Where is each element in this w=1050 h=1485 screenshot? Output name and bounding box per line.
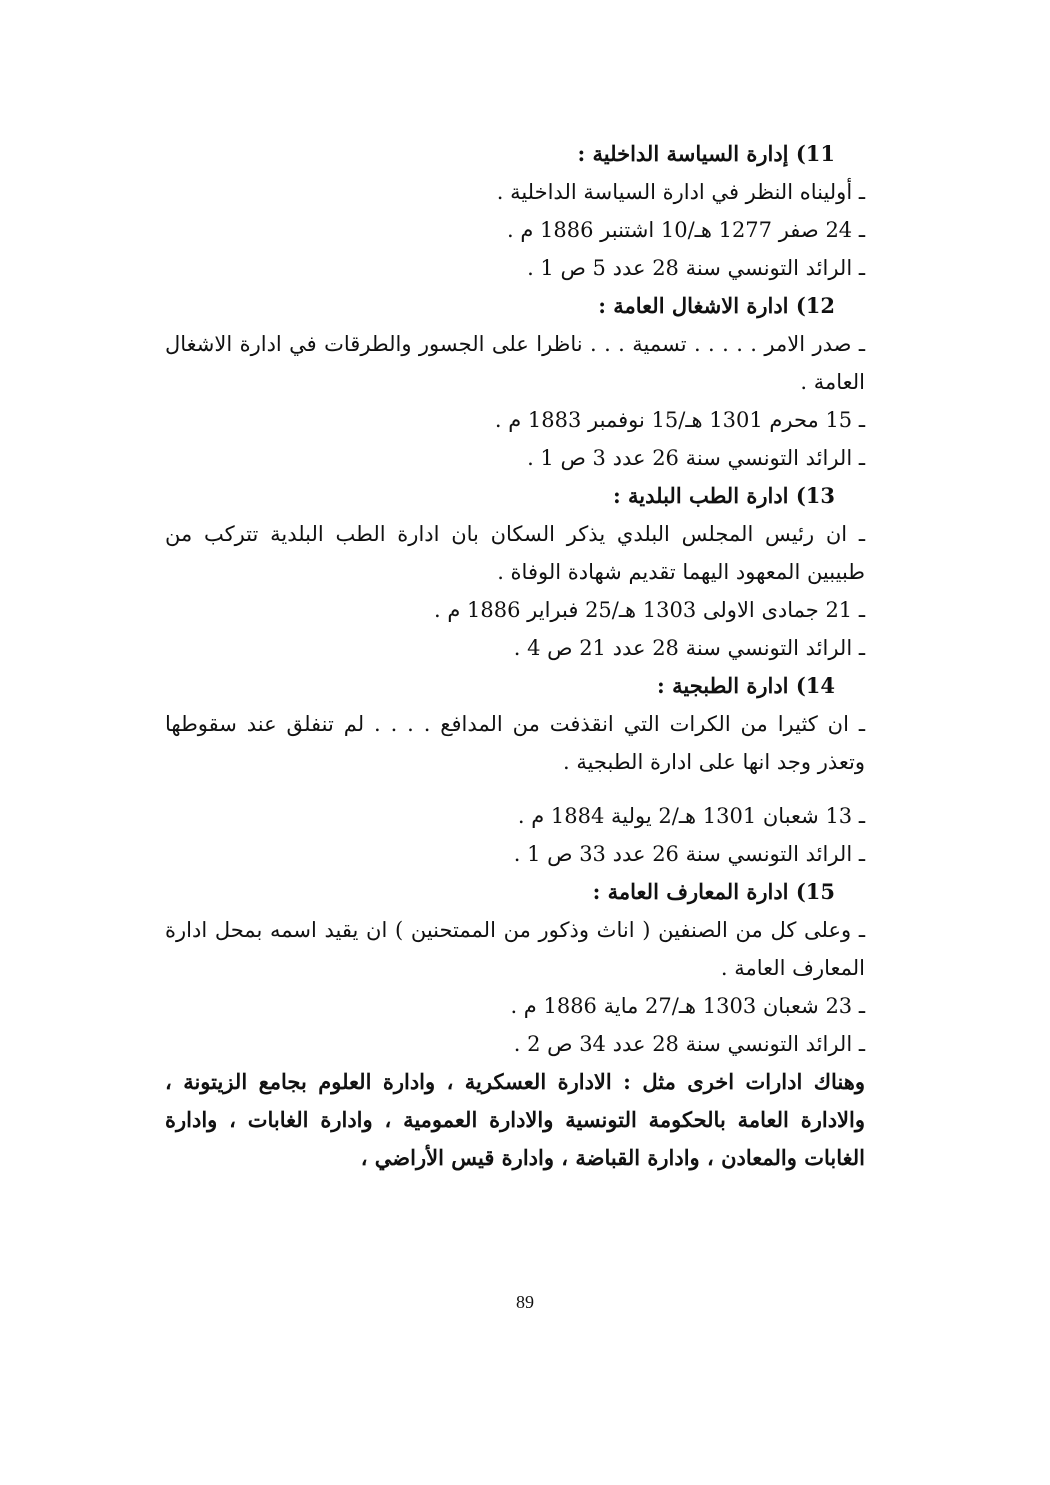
closing-paragraph: وهناك ادارات اخرى مثل : الادارة العسكرية ، وادارة العلوم بجامع الزيتونة ، والادارة العامة بالحكومة التونسية والادارة العمومية ، وادارة الغابات ، وادارة الغابات والمعادن ، وادارة القباضة ، وادارة قيس الأراضي ، [165, 1069, 865, 1170]
section-15-line-1: ـ 23 شعبان 1303 هـ/27 ماية 1886 م . [510, 994, 865, 1018]
section-13-line-1: ـ 21 جمادى الاولى 1303 هـ/25 فبراير 1886 م . [433, 598, 865, 622]
section-13-line-2: ـ الرائد التونسي سنة 28 عدد 21 ص 4 . [513, 636, 865, 660]
section-heading-11: 11) إدارة السياسة الداخلية : [577, 141, 835, 166]
section-heading-15: 15) ادارة المعارف العامة : [592, 879, 835, 904]
section-11-line-2: ـ 24 صفر 1277 هـ/10 اشتنبر 1886 م . [506, 218, 865, 242]
section-heading-14: 14) ادارة الطبجية : [657, 673, 835, 698]
section-heading-12: 12) ادارة الاشغال العامة : [598, 293, 835, 318]
section-15-paragraph: ـ وعلى كل من الصنفين ( اناث وذكور من الممتحنين ) ان يقيد اسمه بمحل ادارة المعارف العامة . [165, 918, 865, 980]
section-11-line-1: ـ أوليناه النظر في ادارة السياسة الداخلية . [496, 180, 865, 204]
section-15-line-2: ـ الرائد التونسي سنة 28 عدد 34 ص 2 . [513, 1032, 865, 1056]
page-number: 89 [516, 1292, 534, 1312]
section-14-paragraph: ـ ان كثيرا من الكرات التي انقذفت من المدافع . . . . لم تنفلق عند سقوطها وتعذر وجد انها على ادارة الطبجية . [165, 712, 865, 774]
section-14-line-1: ـ 13 شعبان 1301 هـ/2 يولية 1884 م . [517, 804, 865, 828]
spacer [165, 781, 865, 797]
section-12-paragraph: ـ صدر الامر . . . . . تسمية . . . ناظرا على الجسور والطرقات في ادارة الاشغال العامة . [165, 332, 865, 394]
section-14-line-2: ـ الرائد التونسي سنة 26 عدد 33 ص 1 . [513, 842, 865, 866]
page-content [165, 135, 865, 1177]
section-11-line-3: ـ الرائد التونسي سنة 28 عدد 5 ص 1 . [527, 256, 865, 280]
section-12-line-1: ـ 15 محرم 1301 هـ/15 نوفمبر 1883 م . [494, 408, 865, 432]
section-heading-13: 13) ادارة الطب البلدية : [612, 483, 835, 508]
section-12-line-2: ـ الرائد التونسي سنة 26 عدد 3 ص 1 . [527, 446, 865, 470]
section-13-paragraph: ـ ان رئيس المجلس البلدي يذكر السكان بان ادارة الطب البلدية تتركب من طبيبين المعهود اليهما تقديم شهادة الوفاة . [165, 522, 865, 584]
